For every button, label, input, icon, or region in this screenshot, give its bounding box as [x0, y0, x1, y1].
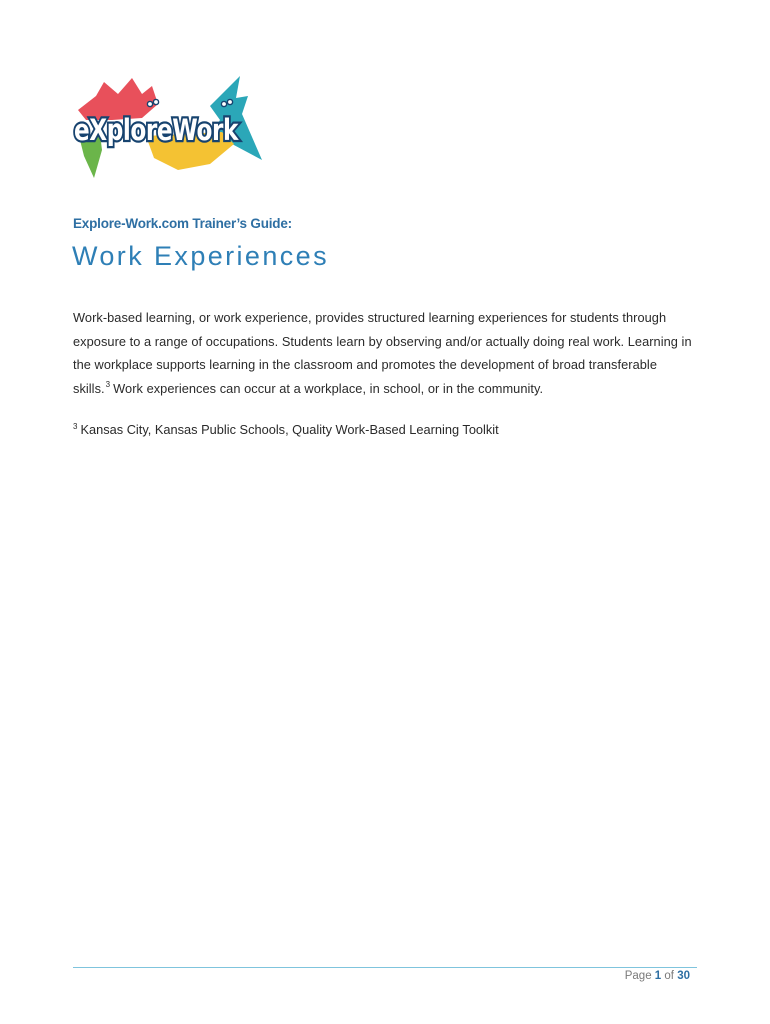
page-total: 30 [677, 970, 690, 982]
page-number [625, 970, 690, 982]
explore-work-logo [72, 74, 268, 182]
logo-dot [153, 99, 158, 104]
intro-paragraph-main: Work-based learning, or work experience, provides structured learning experiences for students through exposure to a range of occupations. Students learn by observing and/or actually doing real work. Learning in the workplace supports learning in the classroom and promotes the development of broad transferable skills. [73, 310, 692, 396]
footnote-number: 3 [73, 421, 78, 431]
logo-dot [147, 101, 152, 106]
page-of: of [664, 970, 674, 982]
document-subtitle: Explore-Work.com Trainer’s Guide: [73, 216, 292, 231]
page-title: Work Experiences [72, 241, 329, 271]
footnote [73, 422, 499, 437]
footnote-reference[interactable]: 3 [105, 380, 111, 390]
intro-paragraph [73, 306, 703, 400]
logo-dot [221, 101, 226, 106]
page-label: Page [624, 970, 652, 982]
footer-divider [73, 967, 697, 968]
logo-wordmark: eXploreWork [74, 113, 239, 147]
intro-paragraph-tail: Work experiences can occur at a workplace, in school, or in the community. [113, 380, 544, 396]
page-current: 1 [654, 970, 662, 982]
logo-dot [227, 99, 232, 104]
footnote-text: Kansas City, Kansas Public Schools, Quality Work-Based Learning Toolkit [80, 422, 499, 437]
logo-graphic [72, 74, 268, 182]
